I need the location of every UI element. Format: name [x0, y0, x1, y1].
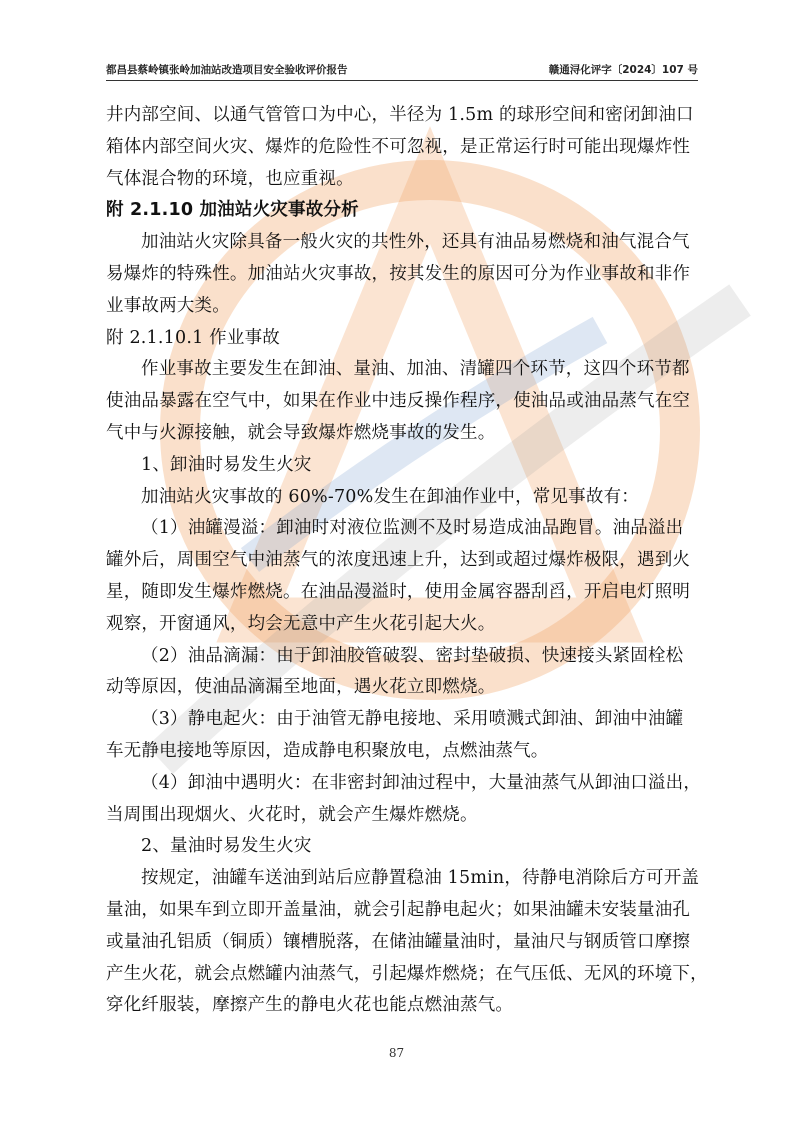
paragraph-line: 作业事故主要发生在卸油、量油、加油、清罐四个环节，这四个环节都: [141, 359, 690, 380]
paragraph-line: 井内部空间、以通气管管口为中心，半径为 1.5m 的球形空间和密闭卸油口: [106, 105, 694, 125]
header-report-title: 都昌县蔡岭镇张岭加油站改造项目安全验收评价报告: [106, 64, 348, 76]
paragraph-line: 箱体内部空间火灾、爆炸的危险性不可忽视，是正常运行时可能出现爆炸性: [106, 136, 691, 157]
paragraph-line: 当周围出现烟火、火花时，就会产生爆炸燃烧。: [106, 804, 478, 825]
list-item: （3）静电起火：由于油管无静电接地、采用喷溅式卸油、卸油中油罐: [141, 709, 684, 730]
paragraph-line: 气体混合物的环境，也应重视。: [106, 168, 354, 189]
paragraph-line: 气中与火源接触，就会导致爆炸燃烧事故的发生。: [106, 422, 496, 443]
paragraph-line: 加油站火灾除具备一般火灾的共性外，还具有油品易燃烧和油气混合气: [141, 232, 690, 253]
header-divider: [106, 80, 698, 81]
page-header: [106, 62, 698, 80]
paragraph-line: 易爆炸的特殊性。加油站火灾事故，按其发生的原因可分为作业事故和非作: [106, 263, 691, 284]
page-body: [106, 100, 708, 1022]
list-item: （4）卸油中遇明火：在非密封卸油过程中，大量油蒸气从卸油口溢出，: [141, 772, 702, 793]
paragraph-line: 产生火花，就会点燃罐内油蒸气，引起爆炸燃烧；在气压低、无风的环境下，: [106, 963, 708, 984]
subsection-heading: 附 2.1.10.1 作业事故: [106, 327, 280, 348]
paragraph-line: 动等原因，使油品滴漏至地面，遇火花立即燃烧。: [106, 677, 496, 698]
paragraph-line: 车无静电接地等原因，造成静电积聚放电，点燃油蒸气。: [106, 740, 549, 761]
list-item: （2）油品滴漏：由于卸油胶管破裂、密封垫破损、快速接头紧固栓松: [141, 645, 684, 666]
page-number: 87: [388, 1046, 405, 1060]
paragraph-line: 观察，开窗通风，均会无意中产生火花引起大火。: [106, 613, 496, 634]
paragraph-line: 星，随即发生爆炸燃烧。在油品漫溢时，使用金属容器刮舀，开启电灯照明: [106, 581, 691, 602]
paragraph-line: 罐外后，周围空气中油蒸气的浓度迅速上升，达到或超过爆炸极限，遇到火: [106, 550, 691, 571]
list-item: （1）油罐漫溢：卸油时对液位监测不及时易造成油品跑冒。油品溢出: [141, 518, 684, 539]
section-heading: 附 2.1.10 加油站火灾事故分析: [106, 200, 359, 221]
paragraph-line: 按规定，油罐车送油到站后应静置稳油 15min，待静电消除后方可开盖: [141, 868, 700, 889]
header-report-number: 赣通浔化评字〔2024〕107 号: [548, 64, 698, 76]
paragraph-line: 或量油孔铝质（铜质）镶槽脱落，在储油罐量油时，量油尺与钢质管口摩擦: [106, 931, 691, 952]
paragraph-line: 使油品暴露在空气中，如果在作业中违反操作程序，使油品或油品蒸气在空: [106, 391, 691, 412]
paragraph-line: 量油，如果车到立即开盖量油，就会引起静电起火；如果油罐未安装量油孔: [106, 899, 691, 920]
paragraph-line: 业事故两大类。: [106, 295, 230, 316]
paragraph-line: 穿化纤服装，摩擦产生的静电火花也能点燃油蒸气。: [106, 995, 514, 1016]
item-heading: 2、量油时易发生火灾: [141, 836, 312, 857]
item-heading: 1、卸油时易发生火灾: [141, 454, 312, 475]
paragraph-line: 加油站火灾事故的 60%-70%发生在卸油作业中，常见事故有：: [141, 486, 639, 507]
